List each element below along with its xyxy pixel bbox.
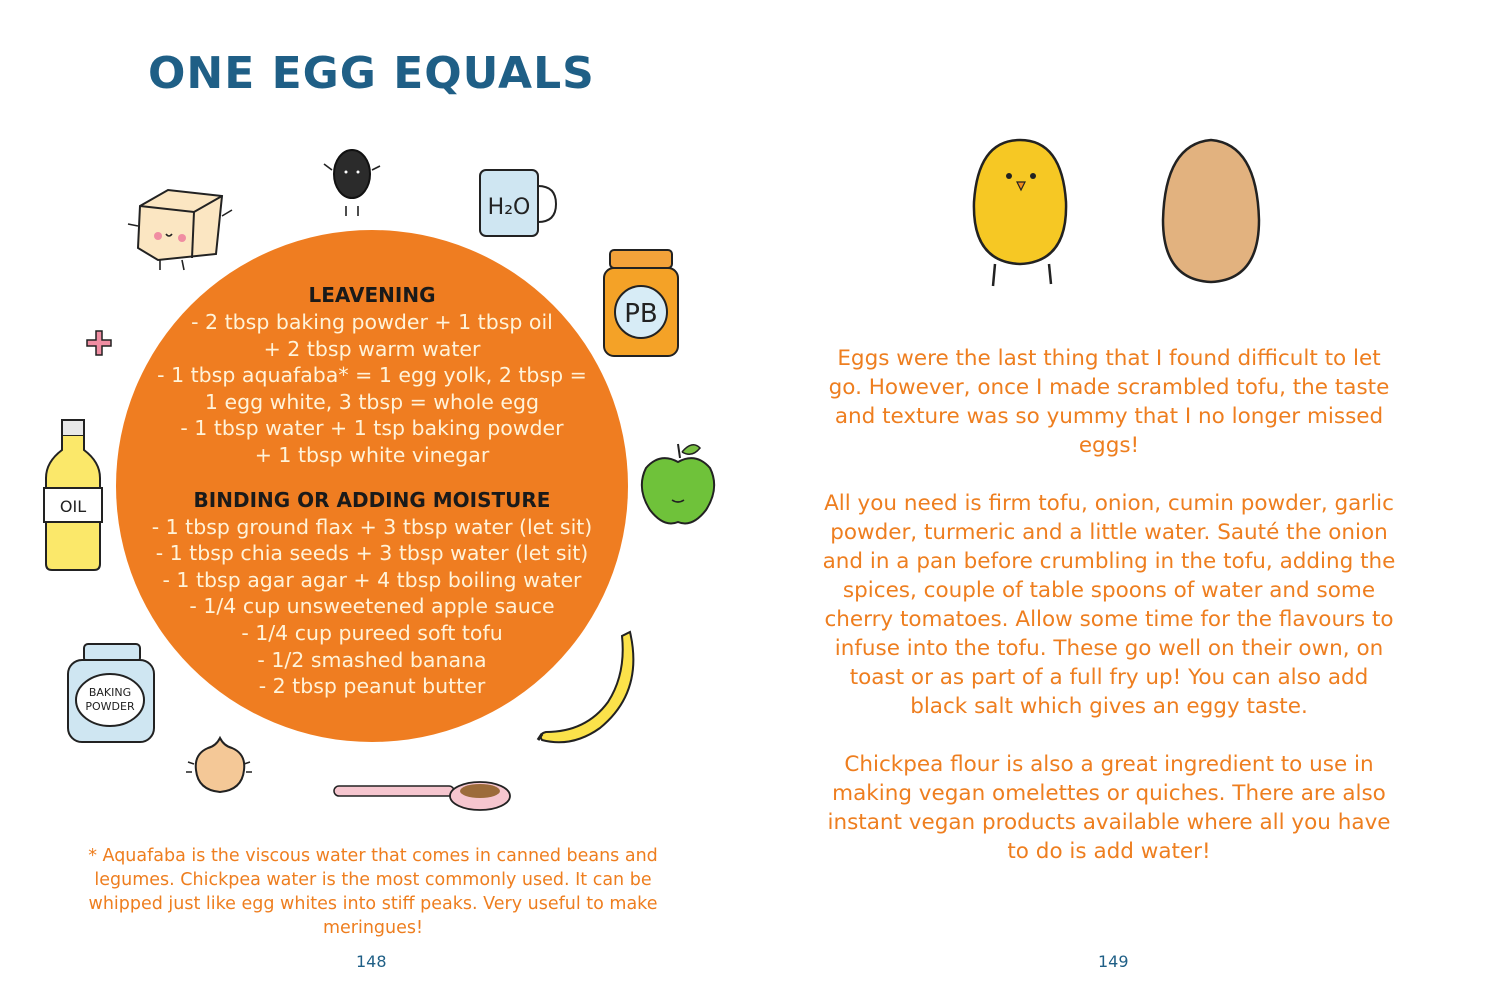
right-page bbox=[743, 0, 1486, 1000]
section-heading-leavening: LEAVENING bbox=[308, 283, 436, 307]
egg-substitutes-list bbox=[116, 282, 628, 700]
paragraph: All you need is firm tofu, onion, cumin powder, garlic powder, turmeric and a little water. Sauté the onion and in a pan before crumbling in the tofu, adding the spices, couple of table spoons of water and some cherry tomatoes. Allow some time for the flavours to infuse into the tofu. These go well on their own, on toast or as part of a full fry up! You can also add black salt which gives an eggy taste. bbox=[822, 491, 1396, 719]
list-item: + 2 tbsp warm water bbox=[263, 336, 481, 361]
tofu-icon bbox=[118, 176, 238, 272]
chickpea-icon bbox=[180, 732, 260, 800]
aquafaba-footnote: * Aquafaba is the viscous water that comes in canned beans and legumes. Chickpea water is the most commonly used. It can be whipped just like egg whites into stiff peaks. Very useful to make meringues! bbox=[88, 846, 658, 938]
list-item: 1 egg white, 3 tbsp = whole egg bbox=[204, 389, 540, 414]
list-item: - 2 tbsp baking powder + 1 tbsp oil bbox=[191, 310, 553, 334]
chia-seed-icon bbox=[316, 136, 396, 222]
spoon-icon bbox=[330, 774, 514, 838]
scrambled-tofu-text bbox=[819, 344, 1399, 866]
list-item: - 1/4 cup unsweetened apple sauce bbox=[189, 594, 555, 619]
list-item: - 1 tbsp water + 1 tsp baking powder bbox=[180, 416, 564, 441]
baking-label-1: BAKING bbox=[88, 686, 132, 699]
apple-icon bbox=[636, 434, 720, 530]
list-item: + 1 tbsp white vinegar bbox=[254, 442, 490, 467]
page-title: ONE EGG EQUALS bbox=[148, 48, 595, 99]
baking-label-2: POWDER bbox=[85, 700, 135, 713]
list-item: - 1/2 smashed banana bbox=[257, 647, 487, 672]
list-item: - 1 tbsp ground flax + 3 tbsp water (let sit) bbox=[151, 514, 593, 539]
egg-icon bbox=[1159, 136, 1263, 286]
list-item: - 1/4 cup pureed soft tofu bbox=[241, 620, 503, 645]
oil-bottle-icon bbox=[40, 416, 106, 576]
page-number-left: 148 bbox=[356, 952, 387, 971]
plus-icon bbox=[84, 328, 114, 358]
water-mug-icon bbox=[474, 164, 564, 244]
oil-label: OIL bbox=[59, 497, 87, 516]
section-heading-binding: BINDING OR ADDING MOISTURE bbox=[193, 487, 551, 512]
list-item: - 2 tbsp peanut butter bbox=[258, 674, 486, 699]
list-item: - 1 tbsp aquafaba* = 1 egg yolk, 2 tbsp = bbox=[157, 363, 587, 388]
peanut-butter-label: PB bbox=[624, 299, 658, 329]
list-item: - 1 tbsp agar agar + 4 tbsp boiling water bbox=[162, 567, 582, 592]
page-number-right: 149 bbox=[1098, 952, 1129, 971]
paragraph: Chickpea flour is also a great ingredient to use in making vegan omelettes or quiches. There are also instant vegan products available where all you have to do is add water! bbox=[827, 752, 1391, 864]
list-item: - 1 tbsp chia seeds + 3 tbsp water (let sit) bbox=[155, 541, 589, 566]
water-label: H₂O bbox=[487, 195, 531, 220]
chick-icon bbox=[965, 134, 1075, 290]
paragraph: Eggs were the last thing that I found difficult to let go. However, once I made scrambled tofu, the taste and texture was so yummy that I no longer missed eggs! bbox=[828, 346, 1390, 458]
